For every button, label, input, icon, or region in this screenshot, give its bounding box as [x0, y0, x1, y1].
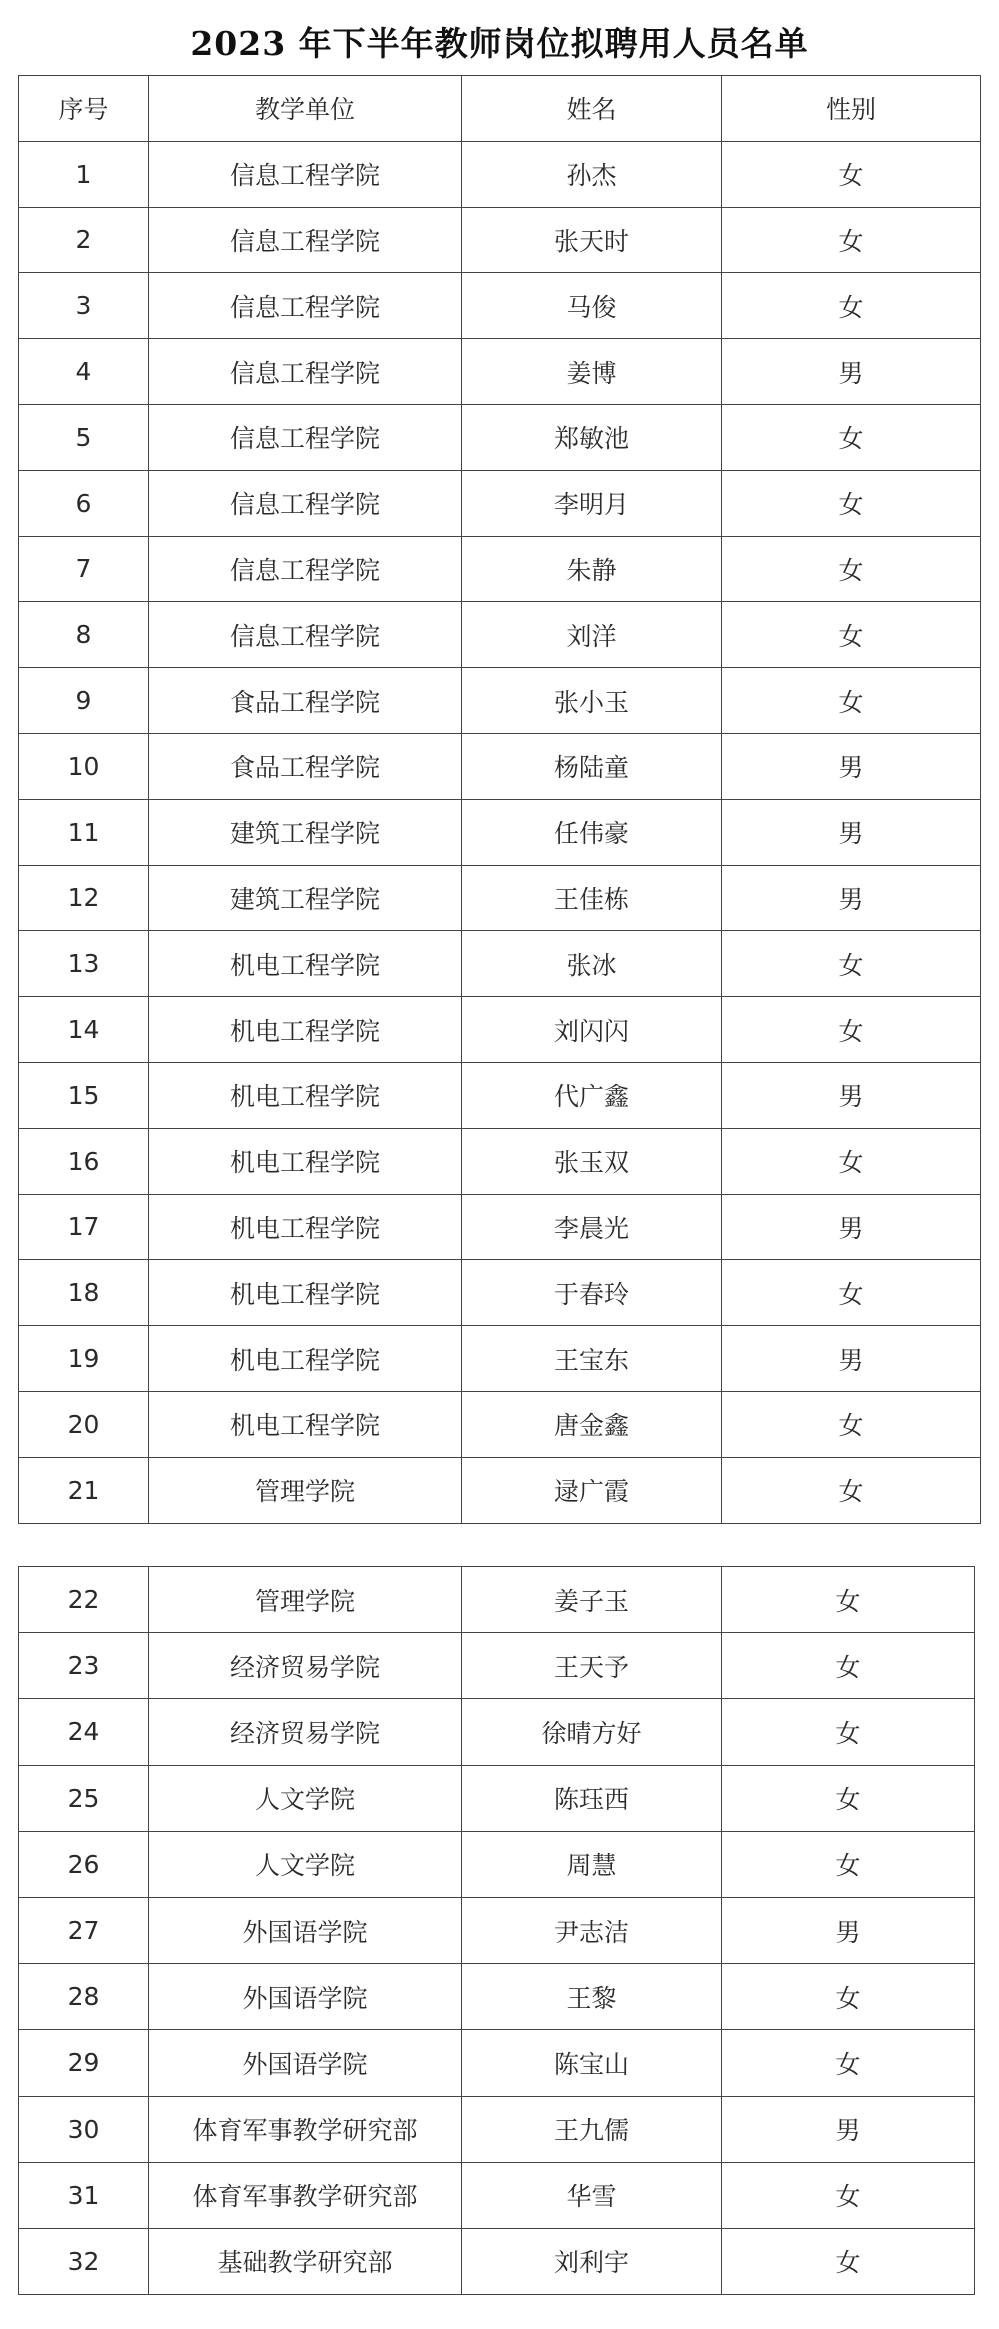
cell-name: 徐晴方好	[462, 1699, 722, 1765]
cell-number: 30	[19, 2096, 149, 2162]
cell-name: 王黎	[462, 1964, 722, 2030]
table-row	[19, 1765, 975, 1831]
cell-number: 3	[19, 273, 149, 339]
cell-number: 10	[19, 733, 149, 799]
table-row	[19, 1062, 981, 1128]
cell-unit: 人文学院	[149, 1831, 462, 1897]
cell-number: 20	[19, 1391, 149, 1457]
cell-name: 张玉双	[462, 1128, 722, 1194]
roster-table-part-1	[18, 75, 981, 1524]
cell-gender: 女	[722, 536, 981, 602]
cell-number: 16	[19, 1128, 149, 1194]
table-row	[19, 668, 981, 734]
cell-gender: 男	[722, 339, 981, 405]
table-row	[19, 931, 981, 997]
header-cell-gender: 性别	[722, 76, 981, 142]
cell-unit: 机电工程学院	[149, 1062, 462, 1128]
table-row	[19, 141, 981, 207]
cell-gender: 男	[722, 1194, 981, 1260]
cell-name: 王九儒	[462, 2096, 722, 2162]
cell-name: 尹志洁	[462, 1897, 722, 1963]
cell-name: 陈珏西	[462, 1765, 722, 1831]
cell-gender: 男	[722, 2096, 975, 2162]
cell-name: 代广鑫	[462, 1062, 722, 1128]
cell-number: 19	[19, 1326, 149, 1392]
cell-gender: 女	[722, 1964, 975, 2030]
cell-name: 于春玲	[462, 1260, 722, 1326]
table-row	[19, 1391, 981, 1457]
table-row	[19, 1567, 975, 1633]
header-cell-unit: 教学单位	[149, 76, 462, 142]
cell-number: 28	[19, 1964, 149, 2030]
table-row	[19, 1260, 981, 1326]
table-row	[19, 273, 981, 339]
cell-unit: 机电工程学院	[149, 1391, 462, 1457]
cell-unit: 食品工程学院	[149, 668, 462, 734]
cell-gender: 女	[722, 1567, 975, 1633]
page-title: 2023 年下半年教师岗位拟聘用人员名单	[190, 24, 809, 63]
cell-number: 12	[19, 865, 149, 931]
cell-name: 郑敏池	[462, 404, 722, 470]
cell-name: 张冰	[462, 931, 722, 997]
cell-gender: 女	[722, 1128, 981, 1194]
table-row	[19, 997, 981, 1063]
cell-number: 23	[19, 1633, 149, 1699]
cell-number: 29	[19, 2030, 149, 2096]
cell-name: 逯广霞	[462, 1457, 722, 1523]
cell-number: 25	[19, 1765, 149, 1831]
cell-unit: 经济贸易学院	[149, 1699, 462, 1765]
cell-unit: 机电工程学院	[149, 931, 462, 997]
cell-unit: 体育军事教学研究部	[149, 2096, 462, 2162]
cell-name: 张天时	[462, 207, 722, 273]
cell-name: 孙杰	[462, 141, 722, 207]
cell-number: 13	[19, 931, 149, 997]
cell-gender: 女	[722, 997, 981, 1063]
cell-unit: 管理学院	[149, 1567, 462, 1633]
cell-name: 姜博	[462, 339, 722, 405]
cell-gender: 女	[722, 931, 981, 997]
cell-number: 22	[19, 1567, 149, 1633]
table-row	[19, 1326, 981, 1392]
cell-gender: 女	[722, 1391, 981, 1457]
cell-number: 7	[19, 536, 149, 602]
cell-gender: 男	[722, 865, 981, 931]
cell-unit: 外国语学院	[149, 2030, 462, 2096]
cell-name: 刘闪闪	[462, 997, 722, 1063]
cell-name: 王宝东	[462, 1326, 722, 1392]
cell-unit: 信息工程学院	[149, 536, 462, 602]
cell-unit: 机电工程学院	[149, 1260, 462, 1326]
cell-unit: 人文学院	[149, 1765, 462, 1831]
cell-gender: 女	[722, 2228, 975, 2294]
cell-number: 18	[19, 1260, 149, 1326]
cell-number: 9	[19, 668, 149, 734]
cell-gender: 女	[722, 273, 981, 339]
table-row	[19, 2096, 975, 2162]
cell-number: 21	[19, 1457, 149, 1523]
cell-unit: 外国语学院	[149, 1897, 462, 1963]
header-cell-number: 序号	[19, 76, 149, 142]
cell-number: 15	[19, 1062, 149, 1128]
cell-name: 刘利宇	[462, 2228, 722, 2294]
cell-gender: 女	[722, 2030, 975, 2096]
cell-unit: 基础教学研究部	[149, 2228, 462, 2294]
cell-gender: 男	[722, 799, 981, 865]
table-row	[19, 339, 981, 405]
cell-unit: 信息工程学院	[149, 273, 462, 339]
table-row	[19, 1457, 981, 1523]
cell-name: 华雪	[462, 2162, 722, 2228]
cell-name: 王佳栋	[462, 865, 722, 931]
cell-name: 刘洋	[462, 602, 722, 668]
cell-name: 王天予	[462, 1633, 722, 1699]
table-row	[19, 1964, 975, 2030]
cell-unit: 机电工程学院	[149, 1128, 462, 1194]
table-row	[19, 1633, 975, 1699]
cell-number: 6	[19, 470, 149, 536]
cell-unit: 信息工程学院	[149, 339, 462, 405]
table-row	[19, 799, 981, 865]
cell-unit: 信息工程学院	[149, 141, 462, 207]
cell-gender: 男	[722, 1897, 975, 1963]
table-row	[19, 1897, 975, 1963]
cell-number: 27	[19, 1897, 149, 1963]
roster-table-part-2	[18, 1566, 975, 2295]
cell-unit: 信息工程学院	[149, 602, 462, 668]
cell-number: 32	[19, 2228, 149, 2294]
cell-unit: 经济贸易学院	[149, 1633, 462, 1699]
table-row	[19, 404, 981, 470]
cell-name: 周慧	[462, 1831, 722, 1897]
cell-unit: 机电工程学院	[149, 997, 462, 1063]
cell-gender: 男	[722, 1062, 981, 1128]
cell-unit: 建筑工程学院	[149, 799, 462, 865]
cell-gender: 女	[722, 207, 981, 273]
cell-number: 26	[19, 1831, 149, 1897]
table-row	[19, 1699, 975, 1765]
cell-name: 杨陆童	[462, 733, 722, 799]
cell-number: 11	[19, 799, 149, 865]
table-row	[19, 2162, 975, 2228]
table-header-row	[19, 76, 981, 142]
cell-gender: 女	[722, 141, 981, 207]
cell-name: 朱静	[462, 536, 722, 602]
cell-gender: 女	[722, 1633, 975, 1699]
cell-name: 陈宝山	[462, 2030, 722, 2096]
table-row	[19, 2030, 975, 2096]
cell-unit: 建筑工程学院	[149, 865, 462, 931]
cell-name: 张小玉	[462, 668, 722, 734]
cell-gender: 男	[722, 733, 981, 799]
cell-unit: 机电工程学院	[149, 1194, 462, 1260]
cell-unit: 机电工程学院	[149, 1326, 462, 1392]
cell-unit: 信息工程学院	[149, 207, 462, 273]
cell-gender: 女	[722, 602, 981, 668]
header-cell-name: 姓名	[462, 76, 722, 142]
table-row	[19, 1128, 981, 1194]
table-row	[19, 1831, 975, 1897]
table-row	[19, 536, 981, 602]
cell-gender: 女	[722, 2162, 975, 2228]
cell-number: 24	[19, 1699, 149, 1765]
cell-name: 任伟豪	[462, 799, 722, 865]
cell-unit: 体育军事教学研究部	[149, 2162, 462, 2228]
cell-name: 姜子玉	[462, 1567, 722, 1633]
cell-unit: 食品工程学院	[149, 733, 462, 799]
cell-number: 4	[19, 339, 149, 405]
table-row	[19, 733, 981, 799]
cell-gender: 女	[722, 1457, 981, 1523]
cell-number: 2	[19, 207, 149, 273]
cell-gender: 女	[722, 404, 981, 470]
cell-name: 李明月	[462, 470, 722, 536]
cell-unit: 信息工程学院	[149, 404, 462, 470]
cell-gender: 女	[722, 1765, 975, 1831]
cell-name: 唐金鑫	[462, 1391, 722, 1457]
cell-unit: 外国语学院	[149, 1964, 462, 2030]
table-row	[19, 207, 981, 273]
table-row	[19, 602, 981, 668]
cell-gender: 女	[722, 668, 981, 734]
cell-gender: 女	[722, 1699, 975, 1765]
cell-gender: 女	[722, 1831, 975, 1897]
table-row	[19, 2228, 975, 2294]
cell-number: 5	[19, 404, 149, 470]
cell-number: 8	[19, 602, 149, 668]
cell-number: 14	[19, 997, 149, 1063]
table-row	[19, 865, 981, 931]
table-row	[19, 470, 981, 536]
cell-gender: 女	[722, 1260, 981, 1326]
table-row	[19, 1194, 981, 1260]
cell-name: 李晨光	[462, 1194, 722, 1260]
cell-gender: 男	[722, 1326, 981, 1392]
cell-unit: 信息工程学院	[149, 470, 462, 536]
cell-name: 马俊	[462, 273, 722, 339]
cell-gender: 女	[722, 470, 981, 536]
cell-number: 17	[19, 1194, 149, 1260]
cell-unit: 管理学院	[149, 1457, 462, 1523]
cell-number: 31	[19, 2162, 149, 2228]
cell-number: 1	[19, 141, 149, 207]
